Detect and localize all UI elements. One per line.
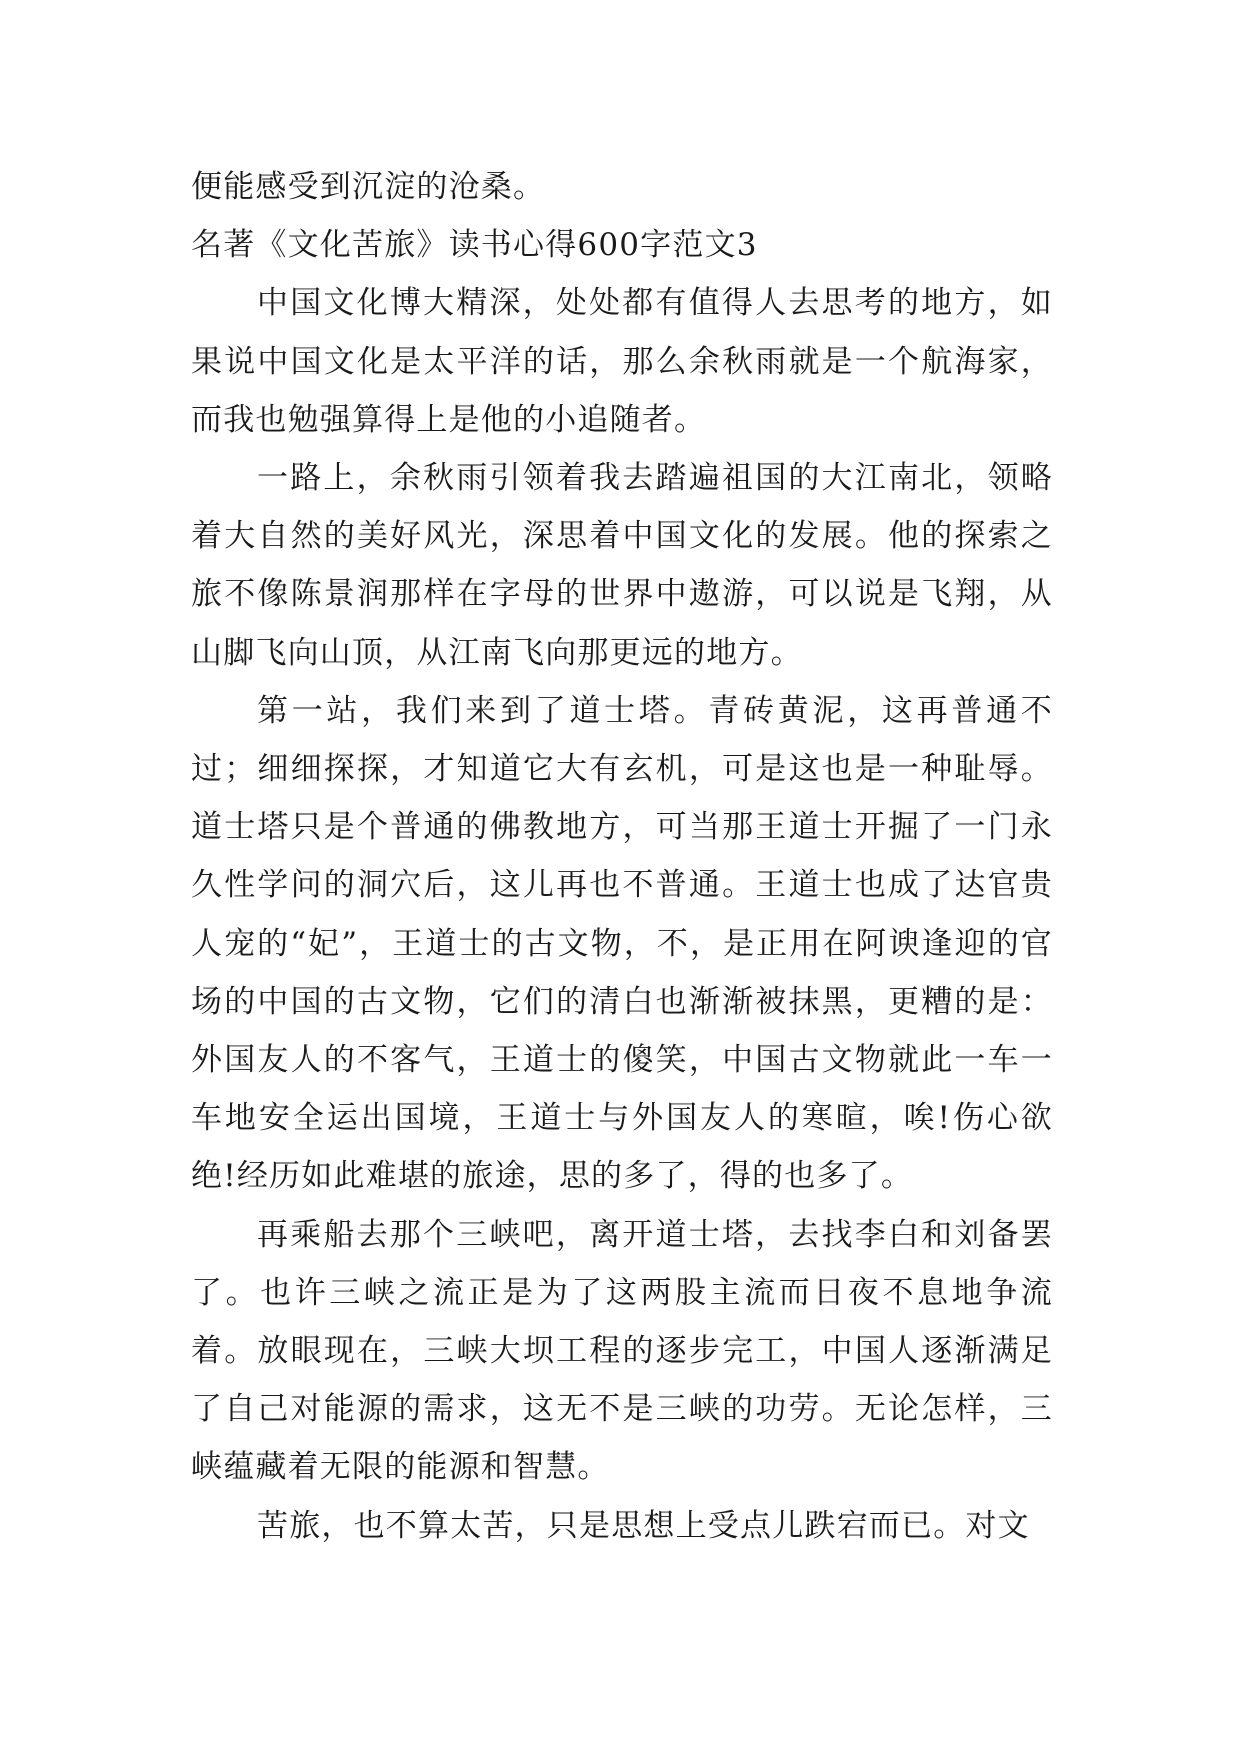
paragraph-1: 中国文化博大精深，处处都有值得人去思考的地方，如果说中国文化是太平洋的话，那么余秋雨就是一个航海家，而我也勉强算得上是他的小追随者。 [191, 285, 1053, 438]
paragraph-5: 苦旅，也不算太苦，只是思想上受点儿跌宕而已。对文 [257, 1507, 1030, 1544]
paragraph-2: 一路上，余秋雨引领着我去踏遍祖国的大江南北，领略着大自然的美好风光，深思着中国文化的发展。他的探索之旅不像陈景润那样在字母的世界中遨游，可以说是飞翔，从山脚飞向山顶，从江南飞向那更远的地方。 [191, 460, 1053, 671]
section-title: 名著《文化苦旅》读书心得600字范文3 [191, 227, 758, 264]
paragraph-3: 第一站，我们来到了道士塔。青砖黄泥，这再普通不过；细细探探，才知道它大有玄机，可是这也是一种耻辱。道士塔只是个普通的佛教地方，可当那王道士开掘了一门永久性学问的洞穴后，这儿再也不普通。王道士也成了达官贵人宠的“妃”，王道士的古文物，不，是正用在阿谀逢迎的官场的中国的古文物，它们的清白也渐渐被抹黑，更糟的是：外国友人的不客气，王道士的傻笑，中国古文物就此一车一车地安全运出国境，王道士与外国友人的寒暄，唉!伤心欲绝!经历如此难堪的旅途，思的多了，得的也多了。 [191, 692, 1053, 1195]
paragraph-4: 再乘船去那个三峡吧，离开道士塔，去找李白和刘备罢了。也许三峡之流正是为了这两股主流而日夜不息地争流着。放眼现在，三峡大坝工程的逐步完工，中国人逐渐满足了自己对能源的需求，这无不是三峡的功劳。无论怎样，三峡蕴藏着无限的能源和智慧。 [191, 1216, 1053, 1486]
lead-line: 便能感受到沉淀的沧桑。 [191, 169, 546, 205]
document-body [191, 158, 1053, 1555]
